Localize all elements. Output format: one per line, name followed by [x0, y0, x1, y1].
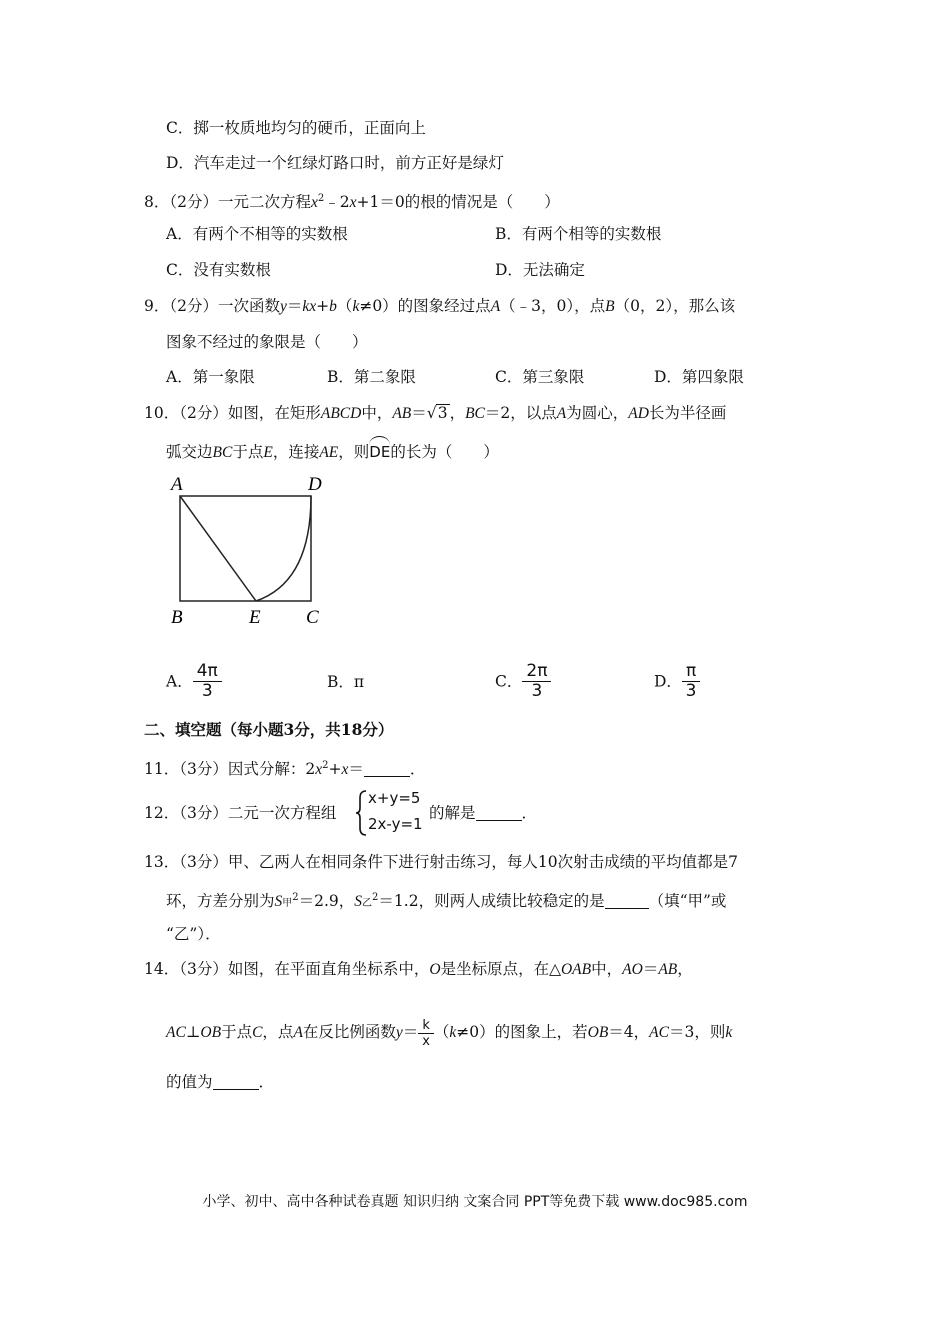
q8-number: 8． [144, 193, 170, 211]
q9-stem-line1: 9．（2分）一次函数y＝kx+b（k≠0）的图象经过点A（﹣3，0），点B（0，2），那么该 [144, 297, 736, 315]
sqrt-radicand: 3 [437, 404, 448, 422]
q10-stem-line1: 10．（2分）如图，在矩形ABCD中，AB＝√3 ，BC＝2，以点A为圆心，AD长为半径画 [144, 404, 727, 422]
q13-stem-line2: 环，方差分别为S甲$^2$＝2.9，S乙$^2$＝1.2，则两人成绩比较稳定的是 （填“甲”或 [166, 892, 727, 910]
q10-option-a: A． $\frac{4\pi}{3}$ [166, 662, 222, 701]
q10-option-d: D． $\frac{\pi}{3}$ [654, 662, 700, 701]
q13-stem-line1: 13．（3分）甲、乙两人在相同条件下进行射击练习，每人10次射击成绩的平均值都是7 [144, 853, 738, 871]
q13-stem-line3: “乙”）． [166, 925, 221, 943]
label-e: E [249, 607, 261, 628]
q8-stem: 8．（2分）一元二次方程$x^2﹣2x+1=0$的根的情况是（ ） [144, 193, 560, 211]
answer-blank [364, 760, 410, 777]
section-heading: 二、填空题（每小题3分，共18分） [144, 720, 394, 739]
segment-ae [180, 496, 256, 601]
q9-option-b: B．第二象限 [327, 368, 416, 386]
answer-blank [213, 1073, 259, 1090]
answer-blank [605, 892, 649, 909]
label-c: C [306, 607, 319, 628]
q10-option-c: C． $\frac{2\pi}{3}$ [495, 662, 551, 701]
q7-option-c: C．掷一枚质地均匀的硬币，正面向上 [166, 119, 426, 137]
fraction-4pi-3: $\frac{4\pi}{3}$ [193, 662, 222, 701]
fraction-pi-3: $\frac{\pi}{3}$ [682, 662, 700, 701]
q14-stem-line2: AC⊥OB于点C，点A在反比例函数y＝ $\frac{k}{x}$ （k≠0）的图象上，若OB＝4，AC＝3，则k [166, 1017, 733, 1049]
fraction-2pi-3: $\frac{2\pi}{3}$ [522, 662, 551, 701]
q12-equation-2: 2x-y=1 [368, 815, 423, 833]
arc-de-curve [256, 496, 311, 601]
label-a: A [171, 474, 183, 495]
fraction-k-x: $\frac{k}{x}$ [418, 1018, 434, 1049]
q8-option-d: D．无法确定 [495, 261, 585, 279]
q11-number: 11． [144, 760, 180, 778]
q9-option-d: D．第四象限 [654, 368, 744, 386]
q12-stem-tail: 的解是 ． [429, 804, 538, 822]
arc-de: DE [369, 437, 390, 463]
page-footer: 小学、初中、高中各种试卷真题 知识归纳 文案合同 PPT等免费下载 www.doc985.com [202, 1194, 748, 1210]
q14-number: 14． [144, 960, 180, 978]
q8-option-b: B．有两个相等的实数根 [495, 225, 662, 243]
q10-stem-line2: 弧交边BC于点E，连接AE，则DE的长为（ ） [166, 437, 499, 464]
q12-stem: 12．（3分）二元一次方程组 [144, 804, 337, 822]
q12-equation-1: x+y=5 [368, 789, 421, 807]
q14-stem-line3: 的值为 ． [166, 1073, 275, 1091]
q10-option-b: B．π [327, 673, 365, 691]
q8-option-c: C．没有实数根 [166, 261, 271, 279]
q12-number: 12． [144, 804, 180, 822]
label-d: D [308, 474, 322, 495]
brace-icon [356, 790, 368, 836]
label-b: B [171, 607, 183, 628]
answer-blank [476, 804, 522, 821]
q9-number: 9． [144, 297, 170, 315]
q10-number: 10． [144, 404, 180, 422]
q7-option-d: D．汽车走过一个红绿灯路口时，前方正好是绿灯 [166, 154, 504, 172]
q9-stem-line2: 图象不经过的象限是（ ） [166, 333, 368, 351]
q11-stem: 11．（3分）因式分解：$2x^2+x=$ ． [144, 760, 426, 778]
sqrt-sign: √ [426, 404, 437, 422]
q14-stem-line1: 14．（3分）如图，在平面直角坐标系中，O是坐标原点，在△OAB中，AO＝AB， [144, 960, 693, 978]
q8-option-a: A．有两个不相等的实数根 [166, 225, 348, 243]
q13-number: 13． [144, 853, 180, 871]
q9-option-c: C．第三象限 [495, 368, 585, 386]
q9-option-a: A．第一象限 [166, 368, 255, 386]
rectangle-figure [165, 470, 335, 630]
